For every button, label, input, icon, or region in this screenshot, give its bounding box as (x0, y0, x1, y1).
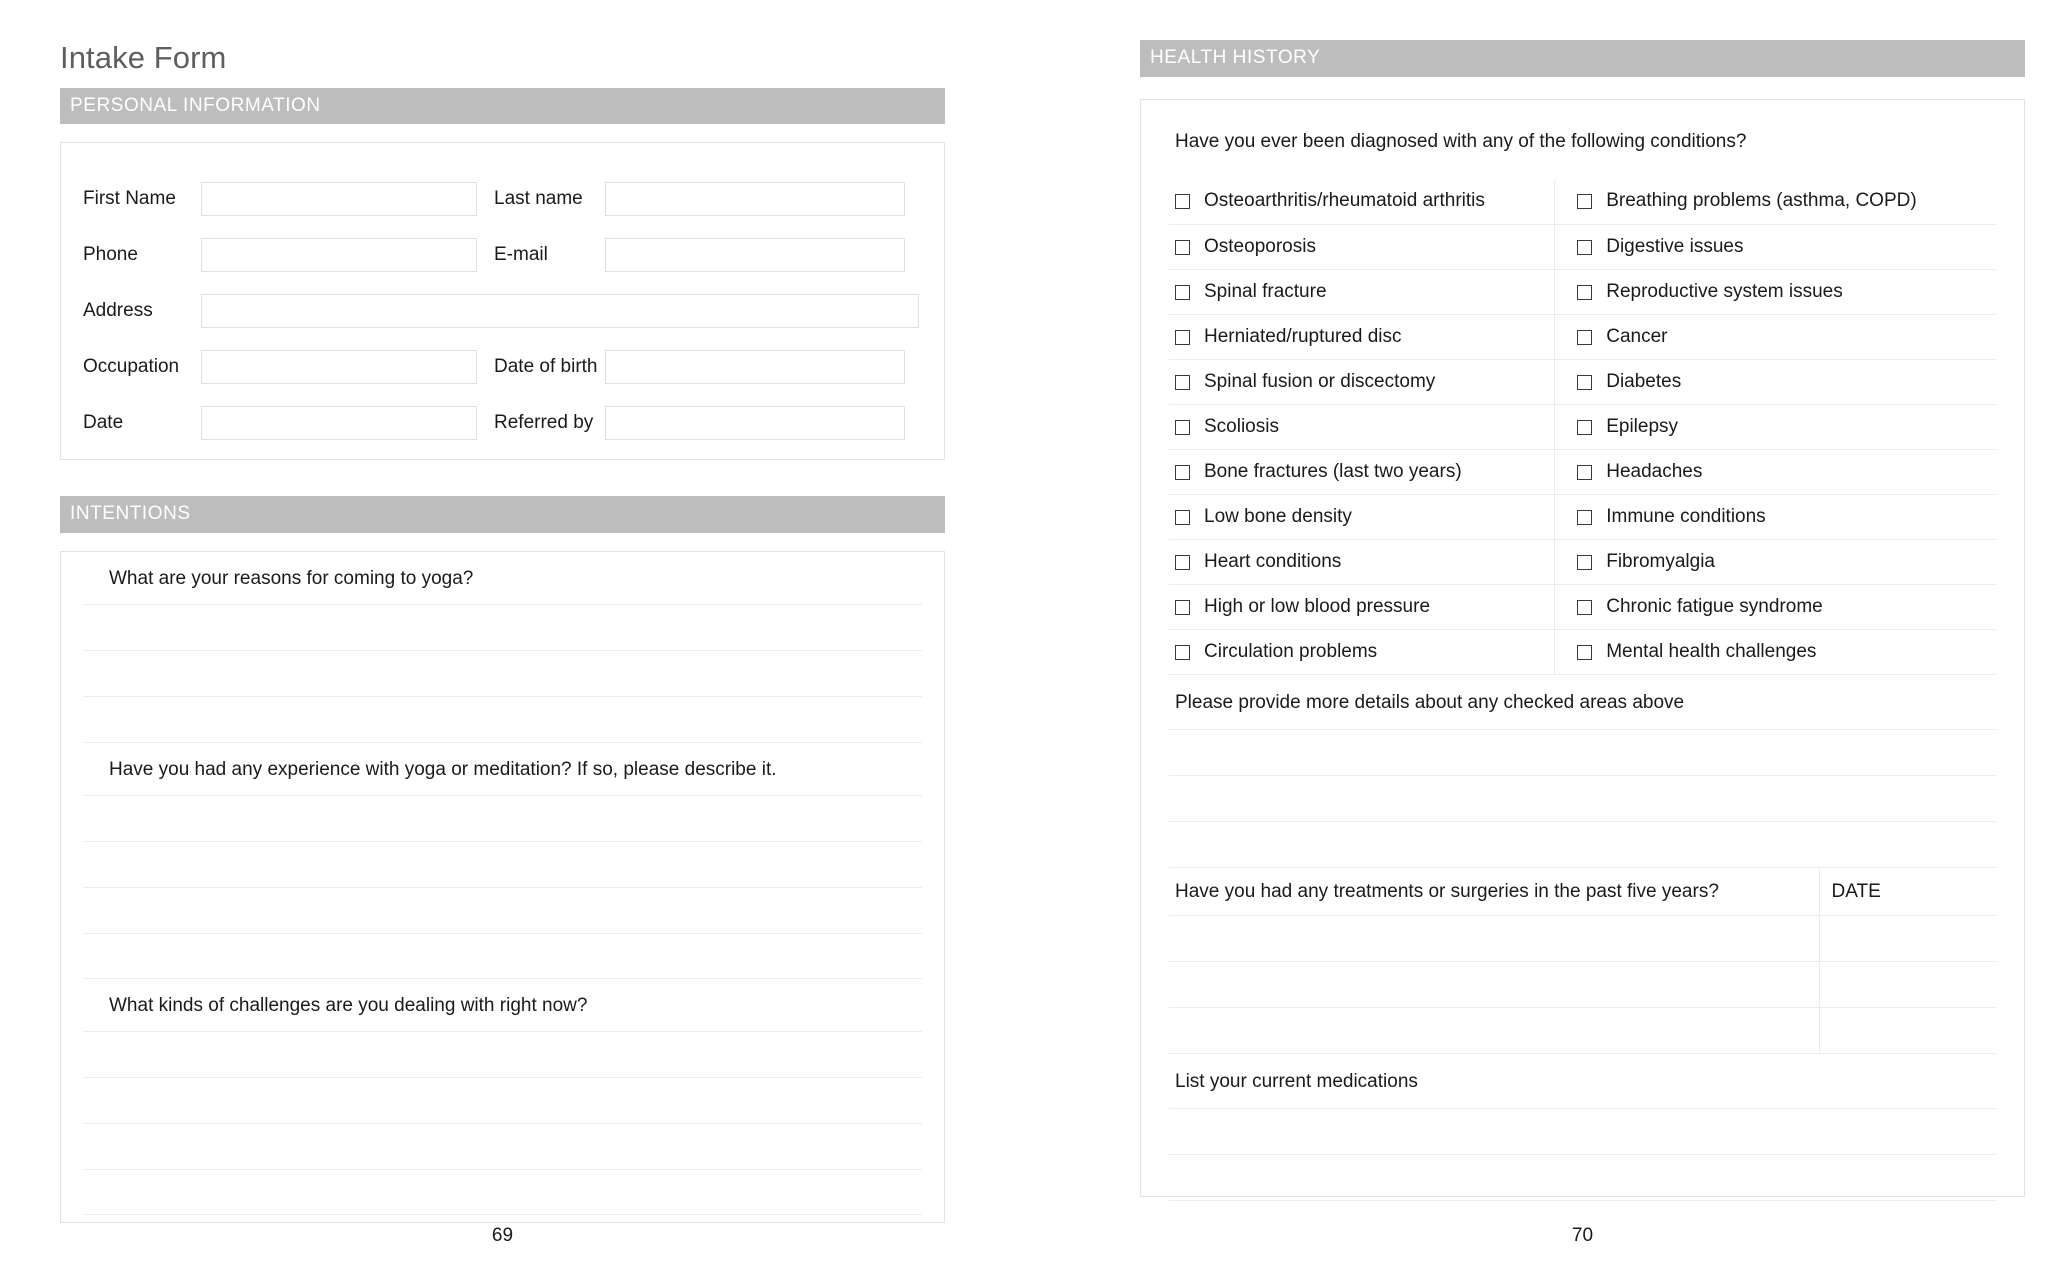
table-row (1169, 360, 1996, 405)
form-row-date (71, 395, 922, 451)
condition-item (1577, 416, 1996, 439)
checkbox-icon[interactable] (1577, 645, 1592, 660)
intentions-card (60, 551, 945, 1223)
table-row (1169, 962, 1996, 1008)
condition-item (1577, 506, 1996, 529)
condition-label: Spinal fracture (1204, 280, 1327, 302)
table-row (1169, 495, 1996, 540)
condition-item (1577, 551, 1996, 574)
rule (83, 1214, 922, 1215)
referred-by-input[interactable] (605, 406, 905, 440)
intentions-question-1: What are your reasons for coming to yoga? (109, 568, 474, 590)
checkbox-icon[interactable] (1175, 420, 1190, 435)
condition-label: Breathing problems (asthma, COPD) (1606, 190, 1917, 212)
condition-label: Cancer (1606, 325, 1668, 347)
details-line[interactable] (1169, 776, 1996, 821)
condition-cell[interactable] (1169, 180, 1555, 225)
phone-input[interactable] (201, 238, 477, 272)
treatments-prompt: Have you had any treatments or surgeries in the past five years? (1169, 868, 1819, 916)
condition-label: Low bone density (1204, 505, 1352, 527)
form-row-address (71, 283, 922, 339)
answer-line[interactable] (83, 1032, 922, 1077)
condition-item (1175, 506, 1554, 529)
condition-cell[interactable] (1555, 405, 1996, 450)
treatment-date-input[interactable] (1819, 916, 1996, 962)
first-name-label: First Name (83, 188, 176, 210)
condition-cell[interactable] (1169, 450, 1555, 495)
condition-cell[interactable] (1555, 270, 1996, 315)
treatment-date-input[interactable] (1819, 962, 1996, 1008)
health-history-card (1140, 99, 2025, 1197)
condition-cell[interactable] (1169, 315, 1555, 360)
condition-label: Digestive issues (1606, 235, 1744, 257)
condition-label: Diabetes (1606, 370, 1682, 392)
checkbox-icon[interactable] (1577, 375, 1592, 390)
form-row-name (71, 171, 922, 227)
condition-label: Epilepsy (1606, 415, 1679, 437)
condition-item (1175, 551, 1554, 574)
answer-line[interactable] (83, 1124, 922, 1169)
condition-cell[interactable] (1555, 630, 1996, 675)
condition-cell[interactable] (1169, 585, 1555, 630)
referred-by-label: Referred by (494, 412, 594, 434)
checkbox-icon[interactable] (1175, 645, 1190, 660)
treatments-table-body (1169, 868, 1996, 1054)
condition-label: Herniated/ruptured disc (1204, 325, 1402, 347)
condition-item (1577, 236, 1996, 259)
table-row (1169, 405, 1996, 450)
page-right (1140, 0, 2025, 1197)
checkbox-icon[interactable] (1577, 285, 1592, 300)
condition-cell[interactable] (1555, 450, 1996, 495)
checkbox-icon[interactable] (1175, 510, 1190, 525)
condition-item (1175, 641, 1554, 664)
conditions-grid-body (1169, 180, 1996, 675)
occupation-input[interactable] (201, 350, 477, 384)
condition-cell[interactable] (1555, 585, 1996, 630)
condition-item (1175, 326, 1554, 349)
condition-item (1175, 461, 1554, 484)
condition-item (1175, 371, 1554, 394)
condition-label: Fibromyalgia (1606, 550, 1715, 572)
condition-item (1577, 461, 1996, 484)
details-line[interactable] (1169, 822, 1996, 867)
answer-line[interactable] (83, 796, 922, 841)
checkbox-icon[interactable] (1175, 194, 1190, 209)
treatment-entry-input[interactable] (1169, 962, 1819, 1008)
table-row (1169, 450, 1996, 495)
condition-label: Spinal fusion or discectomy (1204, 370, 1436, 392)
condition-item (1577, 326, 1996, 349)
address-input[interactable] (201, 294, 919, 328)
medications-prompt: List your current medications (1175, 1071, 1418, 1093)
checkbox-icon[interactable] (1577, 240, 1592, 255)
checkbox-icon[interactable] (1577, 555, 1592, 570)
condition-label: Heart conditions (1204, 550, 1342, 572)
condition-cell[interactable] (1555, 180, 1996, 225)
condition-label: Mental health challenges (1606, 640, 1817, 662)
condition-label: Osteoporosis (1204, 235, 1316, 257)
treatment-entry-input[interactable] (1169, 916, 1819, 962)
checkbox-icon[interactable] (1175, 465, 1190, 480)
checkbox-icon[interactable] (1175, 600, 1190, 615)
condition-item (1175, 416, 1554, 439)
checkbox-icon[interactable] (1175, 330, 1190, 345)
section-header-personal-information: PERSONAL INFORMATION (60, 88, 945, 125)
conditions-checkbox-grid (1169, 180, 1996, 676)
table-row (1169, 1008, 1996, 1054)
intentions-question-3: What kinds of challenges are you dealing with right now? (109, 994, 588, 1016)
condition-label: Chronic fatigue syndrome (1606, 595, 1823, 617)
condition-item (1577, 596, 1996, 619)
condition-label: Immune conditions (1606, 505, 1766, 527)
answer-line[interactable] (83, 697, 922, 742)
condition-cell[interactable] (1169, 405, 1555, 450)
page-number-right: 70 (1571, 1225, 1594, 1246)
checkbox-icon[interactable] (1175, 285, 1190, 300)
condition-cell[interactable] (1169, 225, 1555, 270)
condition-item (1577, 190, 1996, 213)
table-row (1169, 270, 1996, 315)
condition-label: Headaches (1606, 460, 1703, 482)
table-row (1169, 868, 1996, 916)
medications-line[interactable] (1169, 1109, 1996, 1154)
treatments-table (1169, 868, 1996, 1055)
table-row (1169, 225, 1996, 270)
condition-item (1175, 190, 1554, 213)
address-label: Address (83, 300, 153, 322)
last-name-label: Last name (494, 188, 583, 210)
date-label: Date (83, 412, 124, 434)
condition-item (1577, 371, 1996, 394)
answer-line[interactable] (83, 605, 922, 650)
health-conditions-question: Have you ever been diagnosed with any of the following conditions? (1175, 130, 1747, 152)
condition-cell[interactable] (1555, 360, 1996, 405)
condition-cell[interactable] (1555, 315, 1996, 360)
table-row (1169, 180, 1996, 225)
medications-line[interactable] (1169, 1155, 1996, 1200)
checkbox-icon[interactable] (1577, 465, 1592, 480)
occupation-label: Occupation (83, 356, 180, 378)
table-row (1169, 315, 1996, 360)
table-row (1169, 630, 1996, 675)
first-name-input[interactable] (201, 182, 477, 216)
condition-item (1175, 236, 1554, 259)
table-row (1169, 540, 1996, 585)
email-input[interactable] (605, 238, 905, 272)
rule (1169, 1200, 1996, 1201)
condition-label: Scoliosis (1204, 415, 1279, 437)
page-title: Intake Form (60, 40, 227, 75)
condition-cell[interactable] (1555, 495, 1996, 540)
answer-line[interactable] (83, 888, 922, 933)
condition-item (1175, 596, 1554, 619)
checkbox-icon[interactable] (1175, 375, 1190, 390)
answer-line[interactable] (83, 1078, 922, 1123)
page-left (60, 0, 945, 1223)
answer-line[interactable] (83, 934, 922, 978)
condition-label: Reproductive system issues (1606, 280, 1843, 302)
condition-cell[interactable] (1169, 540, 1555, 585)
treatment-entry-input[interactable] (1169, 1008, 1819, 1054)
personal-information-card (60, 142, 945, 460)
condition-label: High or low blood pressure (1204, 595, 1431, 617)
answer-line[interactable] (83, 1170, 922, 1214)
checkbox-icon[interactable] (1577, 420, 1592, 435)
details-prompt: Please provide more details about any checked areas above (1175, 692, 1685, 714)
date-of-birth-label: Date of birth (494, 356, 598, 378)
checkbox-icon[interactable] (1175, 555, 1190, 570)
email-label: E-mail (494, 244, 548, 266)
phone-label: Phone (83, 244, 138, 266)
checkbox-icon[interactable] (1577, 510, 1592, 525)
treatments-date-header: DATE (1819, 868, 1996, 916)
condition-item (1175, 281, 1554, 304)
condition-cell[interactable] (1169, 360, 1555, 405)
condition-item (1577, 281, 1996, 304)
condition-item (1577, 641, 1996, 664)
checkbox-icon[interactable] (1577, 330, 1592, 345)
checkbox-icon[interactable] (1577, 194, 1592, 209)
table-row (1169, 585, 1996, 630)
condition-cell[interactable] (1555, 540, 1996, 585)
table-row (1169, 916, 1996, 962)
date-input[interactable] (201, 406, 477, 440)
condition-cell[interactable] (1169, 270, 1555, 315)
page-number-left: 69 (491, 1225, 514, 1246)
checkbox-icon[interactable] (1175, 240, 1190, 255)
answer-line[interactable] (83, 651, 922, 696)
condition-label: Osteoarthritis/rheumatoid arthritis (1204, 190, 1485, 212)
condition-cell[interactable] (1555, 225, 1996, 270)
details-line[interactable] (1169, 730, 1996, 775)
section-header-health-history: HEALTH HISTORY (1140, 40, 2025, 77)
treatment-date-input[interactable] (1819, 1008, 1996, 1054)
form-row-contact (71, 227, 922, 283)
condition-label: Circulation problems (1204, 640, 1378, 662)
condition-cell[interactable] (1169, 630, 1555, 675)
condition-label: Bone fractures (last two years) (1204, 460, 1462, 482)
checkbox-icon[interactable] (1577, 600, 1592, 615)
condition-cell[interactable] (1169, 495, 1555, 540)
section-header-intentions: INTENTIONS (60, 496, 945, 533)
last-name-input[interactable] (605, 182, 905, 216)
answer-line[interactable] (83, 842, 922, 887)
intentions-question-2: Have you had any experience with yoga or meditation? If so, please describe it. (109, 759, 777, 781)
date-of-birth-input[interactable] (605, 350, 905, 384)
form-row-occupation (71, 339, 922, 395)
